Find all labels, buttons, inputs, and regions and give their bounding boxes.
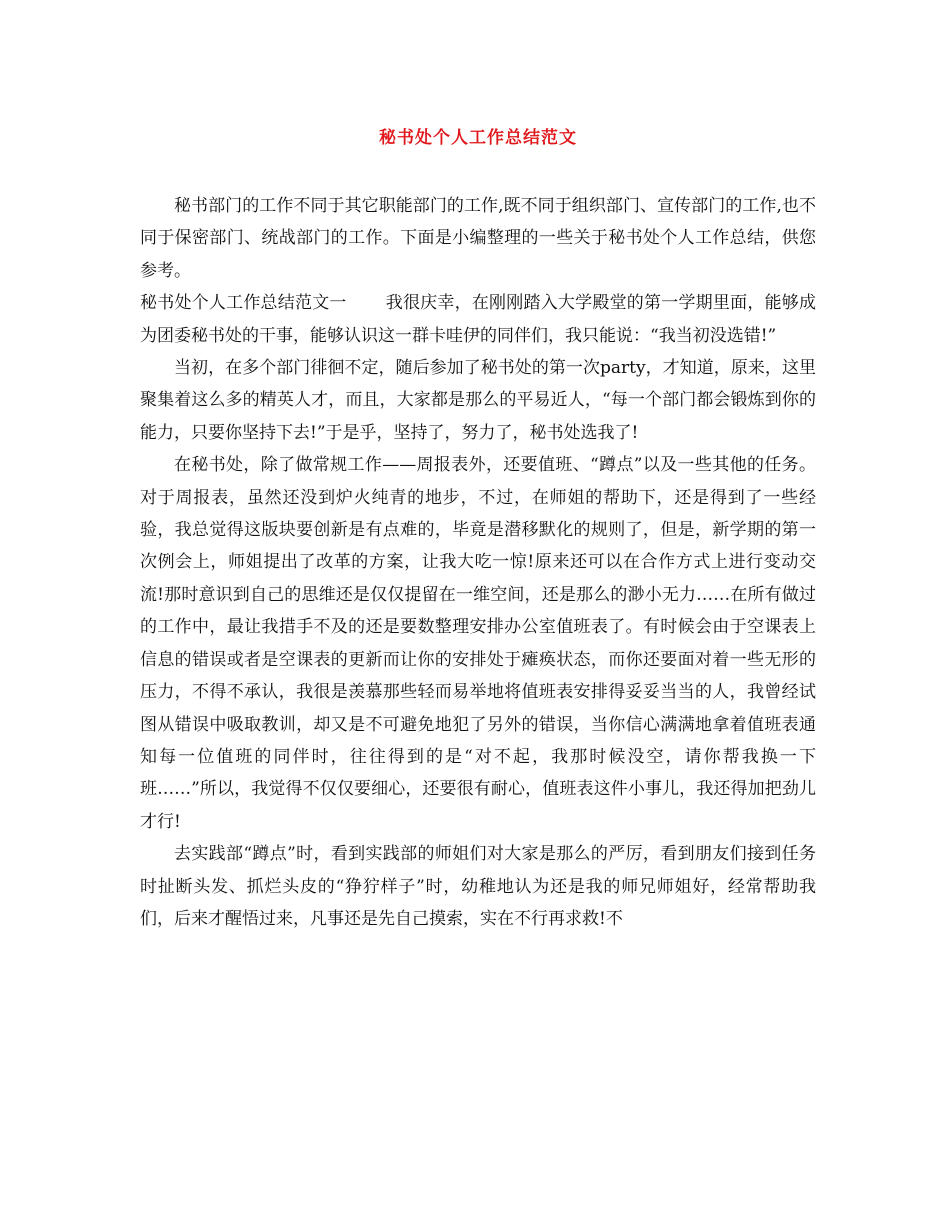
section-1-paragraph — [140, 287, 816, 352]
paragraph-2: 当初，在多个部门徘徊不定，随后参加了秘书处的第一次party，才知道，原来，这里聚集着这么多的精英人才，而且，大家都是那么的平易近人，“每一个部门都会锻炼到你的能力，只要你坚持下去!”于是乎，坚持了，努力了，秘书处选我了! — [140, 358, 816, 443]
section-1-heading: 秘书处个人工作总结范文一 — [140, 293, 347, 314]
paragraph-3: 在秘书处，除了做常规工作——周报表外，还要值班、“蹲点”以及一些其他的任务。对于周报表，虽然还没到炉火纯青的地步，不过，在师姐的帮助下，还是得到了一些经验，我总觉得这版块要创新是有点难的，毕竟是潜移默化的规则了，但是，新学期的第一次例会上，师姐提出了改革的方案，让我大吃一惊!原来还可以在合作方式上进行变动交流!那时意识到自己的思维还是仅仅提留在一维空间，还是那么的渺小无力……在所有做过的工作中，最让我措手不及的还是要数整理安排办公室值班表了。有时候会由于空课表上信息的错误或者是空课表的更新而让你的安排处于瘫痪状态，而你还要面对着一些无形的压力，不得不承认，我很是羡慕那些轻而易举地将值班表安排得妥妥当当的人，我曾经试图从错误中吸取教训，却又是不可避免地犯了另外的错误，当你信心满满地拿着值班表通知每一位值班的同伴时，往往得到的是“对不起，我那时候没空，请你帮我换一下班……”所以，我觉得不仅仅要细心，还要很有耐心，值班表这件小事儿，我还得加把劲儿才行! — [140, 455, 816, 832]
document-body — [140, 190, 816, 935]
paragraph-4: 去实践部“蹲点”时，看到实践部的师姐们对大家是那么的严厉，看到朋友们接到任务时扯断头发、抓烂头皮的“狰狞样子”时，幼稚地认为还是我的师兄师姐好，经常帮助我们，后来才醒悟过来，凡事还是先自己摸索，实在不行再求救!不 — [140, 844, 816, 929]
section-1-lead-text: 我很庆幸，在刚刚踏入大学殿堂的第一学期里面，能够成为团委秘书处的干事，能够认识这一群卡哇伊的同伴们，我只能说：“我当初没选错!” — [140, 293, 817, 346]
intro-paragraph: 秘书部门的工作不同于其它职能部门的工作,既不同于组织部门、宣传部门的工作,也不同于保密部门、统战部门的工作。下面是小编整理的一些关于秘书处个人工作总结，供您参考。 — [140, 196, 816, 281]
document-title: 秘书处个人工作总结范文 — [379, 128, 577, 148]
